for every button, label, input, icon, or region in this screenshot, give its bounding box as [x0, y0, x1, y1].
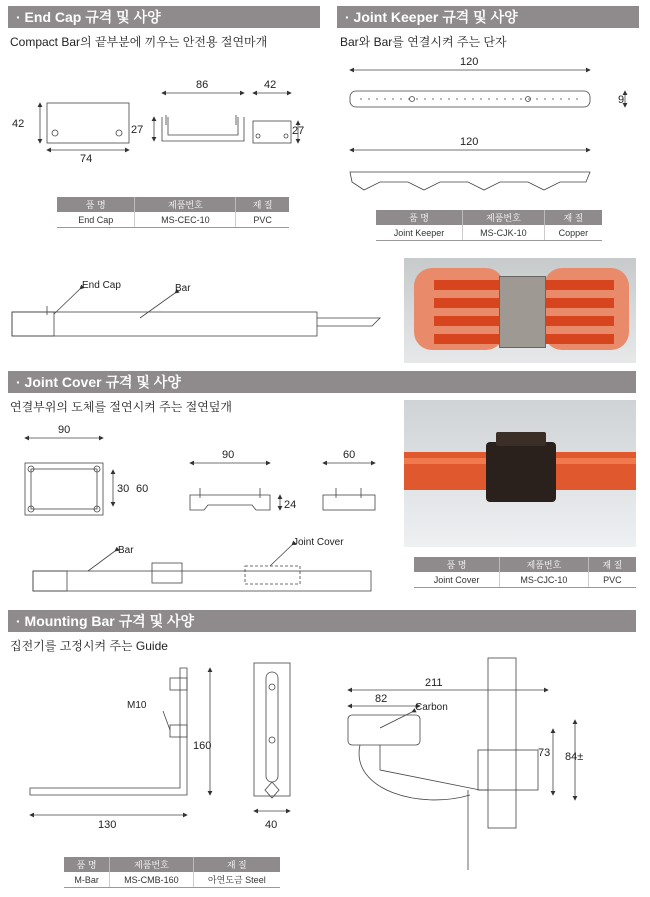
joint-cover-spec-table — [414, 557, 636, 588]
end-cap-callout: End Cap — [82, 280, 121, 291]
joint-keeper-side-length-dim: 120 — [460, 136, 479, 148]
mounting-bar-section-title: · Mounting Bar 규격 및 사양 — [8, 610, 636, 632]
mounting-bar-spec-table — [64, 857, 280, 888]
end-cap-side-height-dim: 27 — [131, 124, 144, 136]
end-cap-side-view — [162, 117, 244, 141]
table-cell: Copper — [544, 225, 602, 241]
end-cap-end-view — [253, 121, 291, 143]
table-cell: MS-CJK-10 — [463, 225, 545, 241]
end-cap-end-width-dim: 42 — [264, 79, 277, 91]
joint-cover-section-title: · Joint Cover 규격 및 사양 — [8, 371, 636, 393]
joint-keeper-side-view — [350, 172, 590, 190]
joint-cover-width-dim: 90 — [58, 424, 71, 436]
joint-cover-height-dim: 60 — [136, 483, 149, 495]
joint-cover-photo — [404, 400, 636, 547]
table-header: 재 질 — [236, 197, 289, 212]
table-header: 제품번호 — [110, 857, 193, 872]
collector-assembly-drawing — [488, 658, 516, 828]
end-cap-width-dim: 74 — [80, 153, 93, 165]
table-header: 제품번호 — [463, 210, 545, 225]
table-header: 제품번호 — [135, 197, 236, 212]
joint-keeper-description: Bar와 Bar를 연결시켜 주는 단자 — [340, 35, 507, 49]
mounting-bar-description: 집전기를 고정시켜 주는 Guide — [10, 639, 168, 653]
table-header: 재 질 — [193, 857, 280, 872]
mounting-bar-width-dim: 40 — [265, 819, 278, 831]
mounting-bar-front-view — [254, 663, 290, 796]
table-header: 제품번호 — [500, 557, 589, 572]
table-cell: PVC — [588, 572, 636, 588]
joint-cover-callout: Joint Cover — [293, 537, 344, 548]
collector-height-dim: 73 — [538, 747, 551, 759]
end-cap-end-height-dim: 27 — [292, 125, 305, 137]
carbon-callout: Carbon — [415, 702, 448, 713]
joint-cover-inner-dim: 30 — [117, 483, 130, 495]
end-cap-section-title: · End Cap 규격 및 사양 — [8, 6, 320, 28]
joint-cover-end-width-dim: 60 — [343, 449, 356, 461]
joint-cover-side-width-dim: 90 — [222, 449, 235, 461]
joint-cover-assembly-drawing — [33, 571, 371, 591]
collector-height2-dim: 84± — [565, 751, 584, 763]
end-cap-front-view — [47, 103, 129, 143]
bar-callout: Bar — [175, 283, 191, 294]
bar-callout-2: Bar — [118, 545, 134, 556]
table-header: 재 질 — [544, 210, 602, 225]
table-cell: Joint Cover — [414, 572, 500, 588]
joint-cover-top-view — [25, 463, 103, 515]
joint-cover-end-view — [323, 495, 375, 510]
joint-cover-side-view — [190, 495, 270, 510]
table-cell: MS-CJC-10 — [500, 572, 589, 588]
joint-keeper-length-dim: 120 — [460, 56, 479, 68]
end-cap-spec-table — [57, 197, 289, 228]
table-cell: M-Bar — [64, 872, 110, 888]
mounting-bar-length-dim: 130 — [98, 819, 117, 831]
joint-keeper-spec-table — [376, 210, 602, 241]
mounting-bar-side-view — [30, 668, 187, 795]
end-cap-length-dim: 86 — [196, 79, 209, 91]
joint-cover-side-height-dim: 24 — [284, 499, 297, 511]
table-header: 품 명 — [414, 557, 500, 572]
table-cell: Joint Keeper — [376, 225, 463, 241]
table-header: 재 질 — [588, 557, 636, 572]
table-cell: MS-CMB-160 — [110, 872, 193, 888]
collector-width-dim: 211 — [425, 677, 443, 689]
m10-callout: M10 — [127, 700, 147, 711]
table-header: 품 명 — [376, 210, 463, 225]
joint-cover-description: 연결부위의 도체를 절연시켜 주는 절연덮개 — [10, 400, 232, 414]
table-cell: MS-CEC-10 — [135, 212, 236, 228]
table-cell: End Cap — [57, 212, 135, 228]
end-cap-description: Compact Bar의 끝부분에 끼우는 안전용 절연마개 — [10, 35, 268, 49]
table-cell: 아연도금 Steel — [193, 872, 280, 888]
joint-keeper-height-dim: 9 — [618, 94, 625, 106]
joint-keeper-section-title: · Joint Keeper 규격 및 사양 — [337, 6, 639, 28]
collector-offset-dim: 82 — [375, 693, 388, 705]
table-header: 품 명 — [57, 197, 135, 212]
table-cell: PVC — [236, 212, 289, 228]
bar-assembly-drawing — [12, 312, 317, 336]
table-header: 품 명 — [64, 857, 110, 872]
end-cap-height-dim: 42 — [12, 118, 25, 130]
mounting-bar-height-dim: 160 — [193, 740, 212, 752]
joint-keeper-photo — [404, 258, 636, 363]
